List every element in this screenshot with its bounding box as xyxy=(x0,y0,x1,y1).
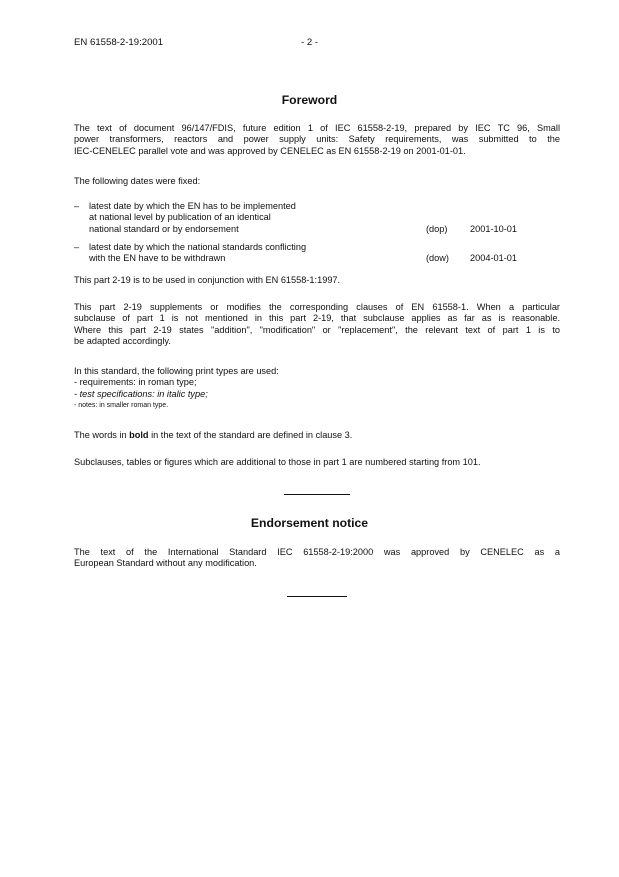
print-type-test-text: - test specifications: in italic type; xyxy=(74,388,208,399)
paragraph-line: European Standard without any modification. xyxy=(74,558,257,569)
end-divider xyxy=(287,596,347,597)
paragraph-line: subclause of part 1 is not mentioned in this part 2-19, that subclause applies as far as is reasonable. xyxy=(74,313,560,324)
endorsement-heading: Endorsement notice xyxy=(250,516,369,530)
date-code: (dop) xyxy=(426,223,448,234)
print-types-intro: In this standard, the following print types are used: xyxy=(74,366,279,376)
date-item-dop xyxy=(74,201,560,235)
date-item-line: latest date by which the EN has to be implemented xyxy=(89,201,296,211)
subclauses-paragraph: Subclauses, tables or figures which are additional to those in part 1 are numbered starting from 101. xyxy=(74,457,481,467)
paragraph-line: Where this part 2-19 states "addition", "modification" or "replacement", the relevant text of part 1 is to xyxy=(74,324,560,335)
bold-word: bold xyxy=(129,430,149,440)
print-type-requirements: - requirements: in roman type; xyxy=(74,377,197,388)
list-dash: – xyxy=(74,201,80,211)
paragraph-line: power transformers, reactors and power supply units: Safety requirements, was submitted to the xyxy=(74,134,560,145)
dates-intro: The following dates were fixed: xyxy=(74,176,201,186)
date-item-line: with the EN have to be withdrawn xyxy=(89,253,226,264)
section-divider xyxy=(284,494,350,495)
paragraph-line: The text of the International Standard IEC 61558-2-19:2000 was approved by CENELEC as a xyxy=(74,547,560,557)
bold-words-pre: The words in xyxy=(74,430,130,440)
paragraph-line: be adapted accordingly. xyxy=(74,336,171,347)
bold-words-post: in the text of the standard are defined in clause 3. xyxy=(148,430,353,440)
date-item-line: national standard or by endorsement xyxy=(89,223,239,234)
list-dash: – xyxy=(74,242,80,252)
date-item-text xyxy=(89,201,419,235)
date-item-line: latest date by which the national standards conflicting xyxy=(89,242,307,252)
conjunction-paragraph: This part 2-19 is to be used in conjunction with EN 61558-1:1997. xyxy=(74,275,341,285)
bold-words-paragraph xyxy=(74,430,560,441)
foreword-intro-paragraph xyxy=(74,123,560,157)
header-page-number: - 2 - xyxy=(301,37,319,48)
print-types-block xyxy=(74,366,560,412)
paragraph-line: This part 2-19 supplements or modifies the corresponding clauses of EN 61558-1. When a particular xyxy=(74,302,560,312)
date-item-dow xyxy=(74,242,560,265)
date-item-line: at national level by publication of an identical xyxy=(89,212,271,223)
date-value: 2004-01-01 xyxy=(470,253,517,264)
date-item-text xyxy=(89,242,419,265)
endorsement-paragraph xyxy=(74,547,560,570)
paragraph-line: The text of document 96/147/FDIS, future edition 1 of IEC 61558-2-19, prepared by IEC TC 96, Small xyxy=(74,123,560,133)
paragraph-line: IEC-CENELEC parallel vote and was approved by CENELEC as EN 61558-2-19 on 2001-01-01. xyxy=(74,145,466,156)
foreword-heading: Foreword xyxy=(281,93,338,107)
date-code: (dow) xyxy=(426,253,449,264)
date-value: 2001-10-01 xyxy=(470,223,517,234)
header-doc-id: EN 61558-2-19:2001 xyxy=(74,37,164,48)
print-type-test xyxy=(74,389,560,400)
print-type-notes: - notes: in smaller roman type. xyxy=(74,402,169,410)
supplement-paragraph xyxy=(74,302,560,348)
